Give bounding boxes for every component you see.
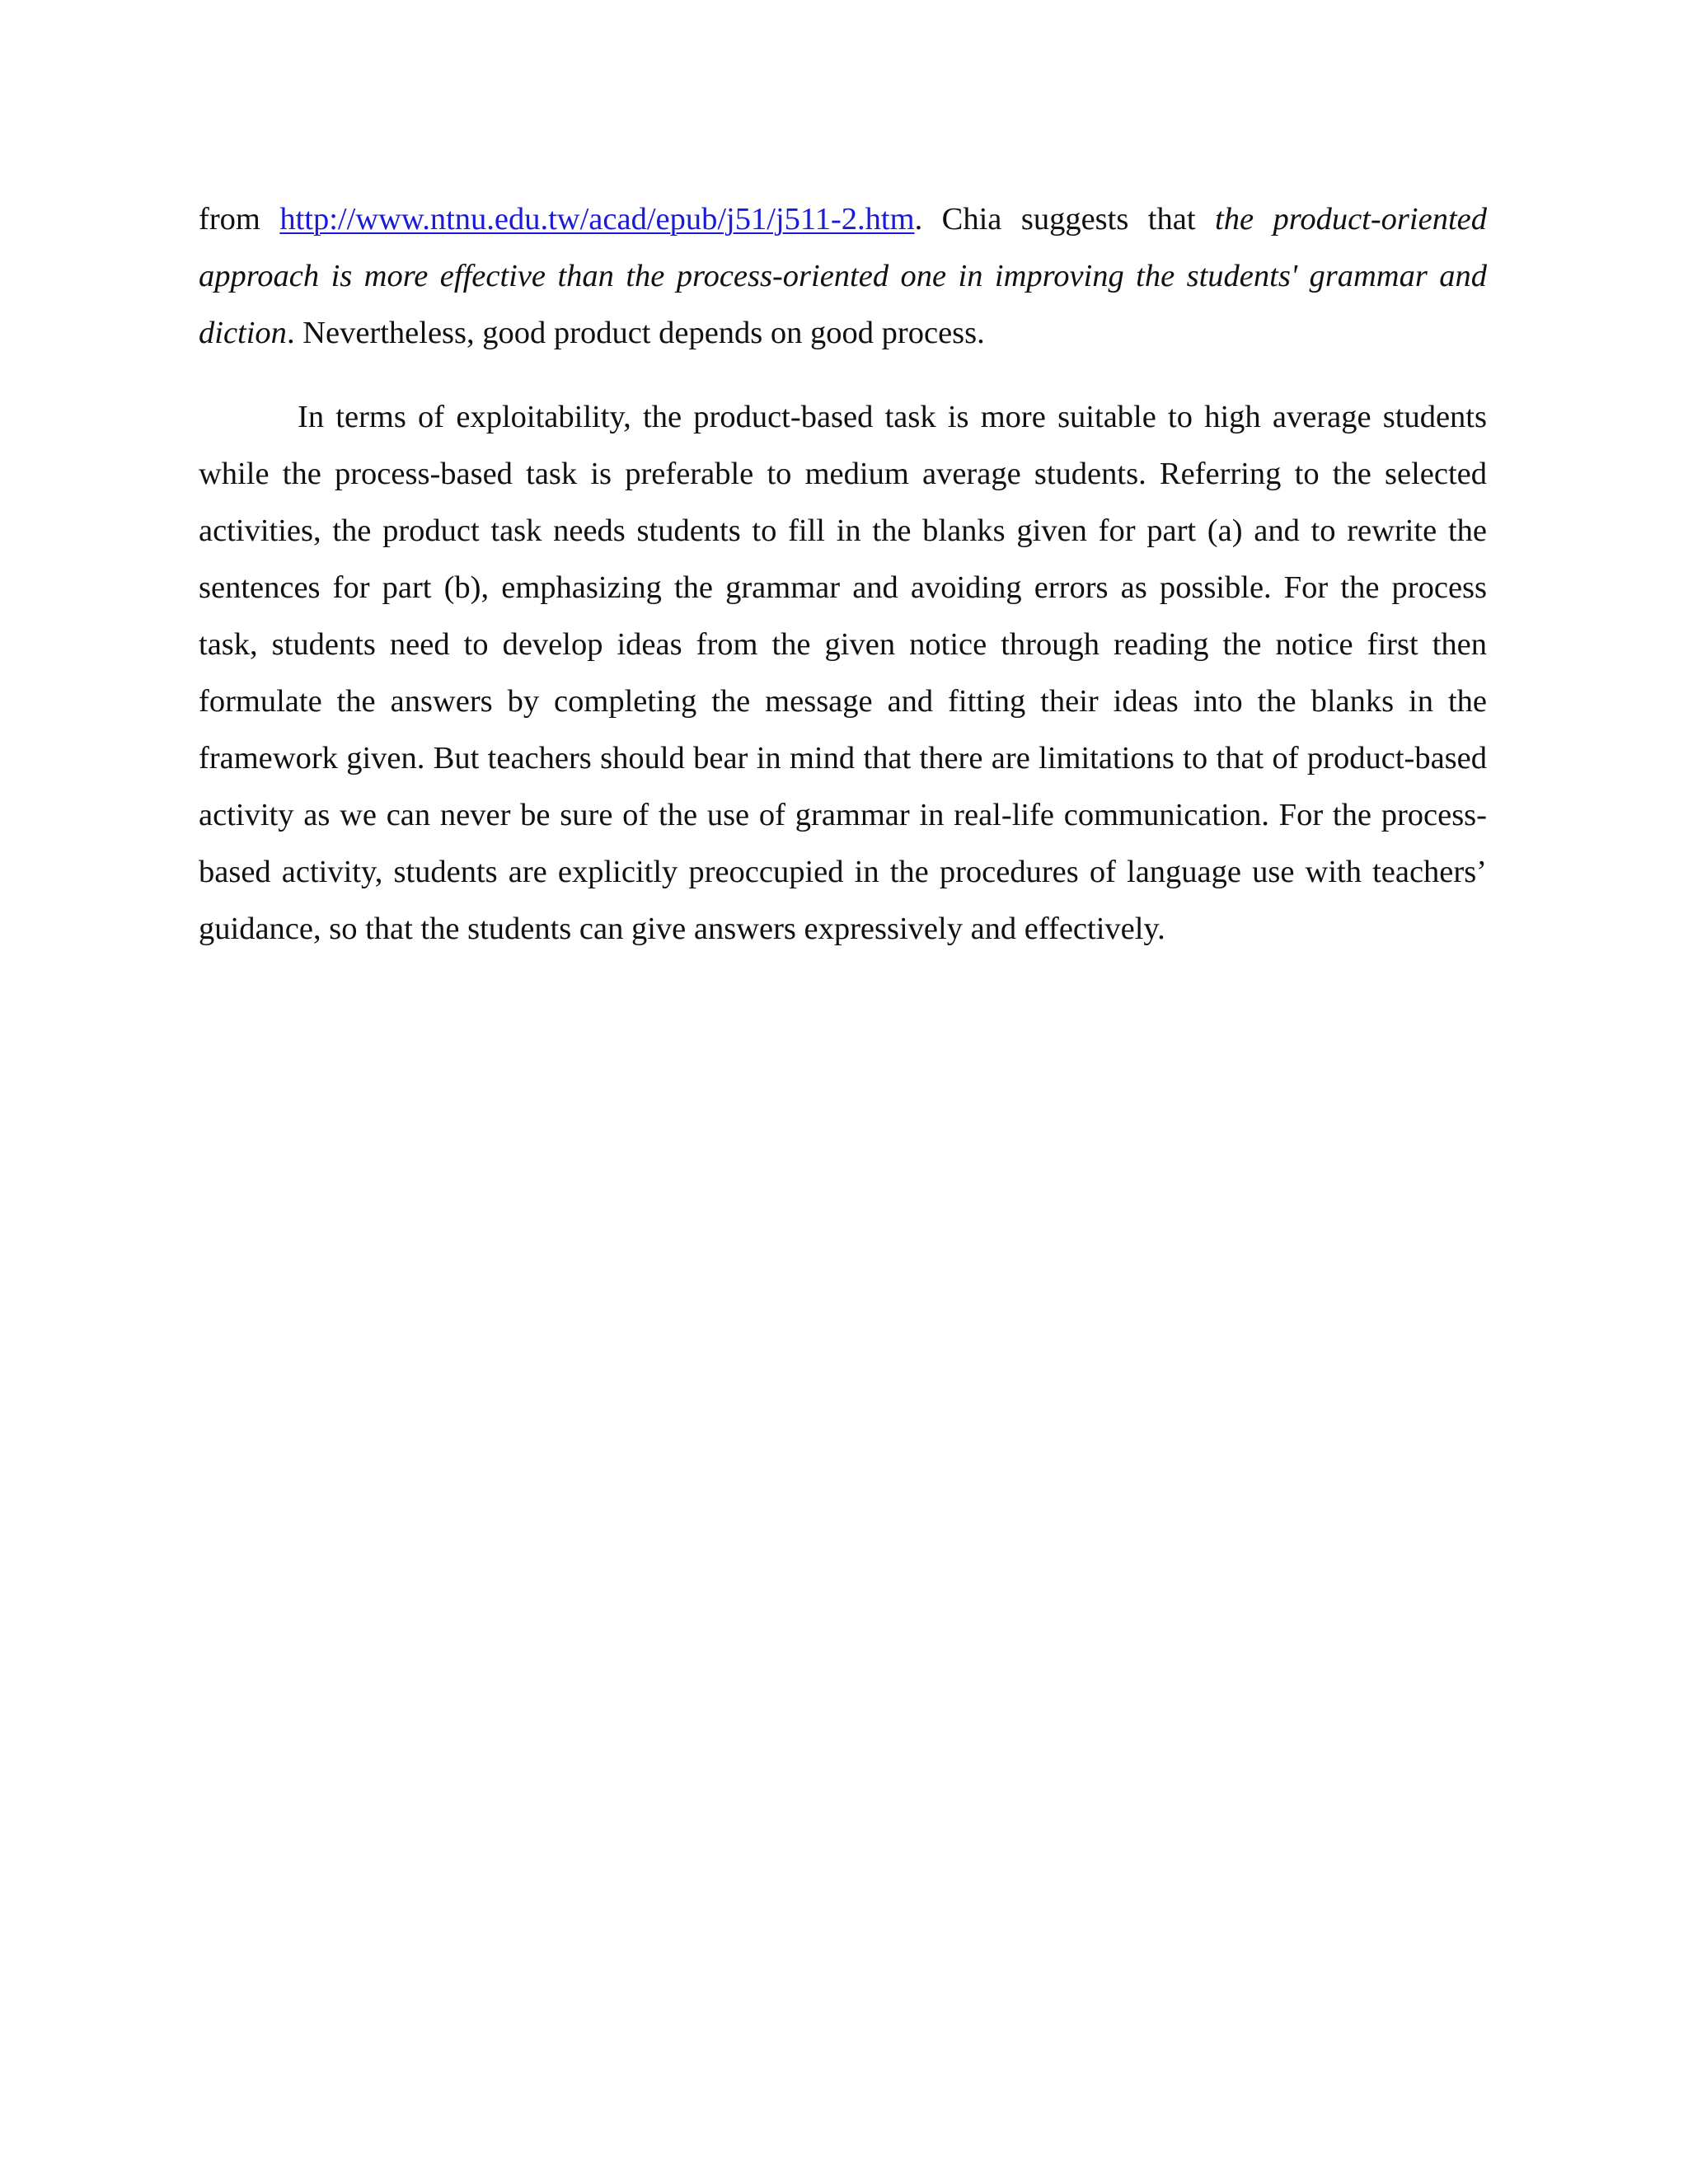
document-body (199, 191, 1487, 958)
paragraph-1 (199, 191, 1487, 362)
italic-quote: the product-oriented approach is more effective than the process-oriented one in improving the students' grammar and diction (199, 202, 1487, 350)
paragraph-2: In terms of exploitability, the product-based task is more suitable to high average students while the process-based task is preferable to medium average students. Referring to the selected activities, the product task needs students to fill in the blanks given for part (a) and to rewrite the sentences for part (b), emphasizing the grammar and avoiding errors as possible. For the process task, students need to develop ideas from the given notice through reading the notice first then formulate the answers by completing the message and fitting their ideas into the blanks in the framework given. But teachers should bear in mind that there are limitations to that of product-based activity as we can never be sure of the use of grammar in real-life communication. For the process-based activity, students are explicitly preoccupied in the procedures of language use with teachers’ guidance, so that the students can give answers expressively and effectively. (199, 400, 1487, 946)
source-link[interactable]: http://www.ntnu.edu.tw/acad/epub/j51/j511-2.htm (279, 202, 915, 237)
paragraph-1-lead: from (199, 202, 280, 237)
paragraph-1-tail: . Nevertheless, good product depends on good process. (286, 316, 985, 350)
paragraph-1-after-link: . Chia suggests that (914, 202, 1216, 237)
